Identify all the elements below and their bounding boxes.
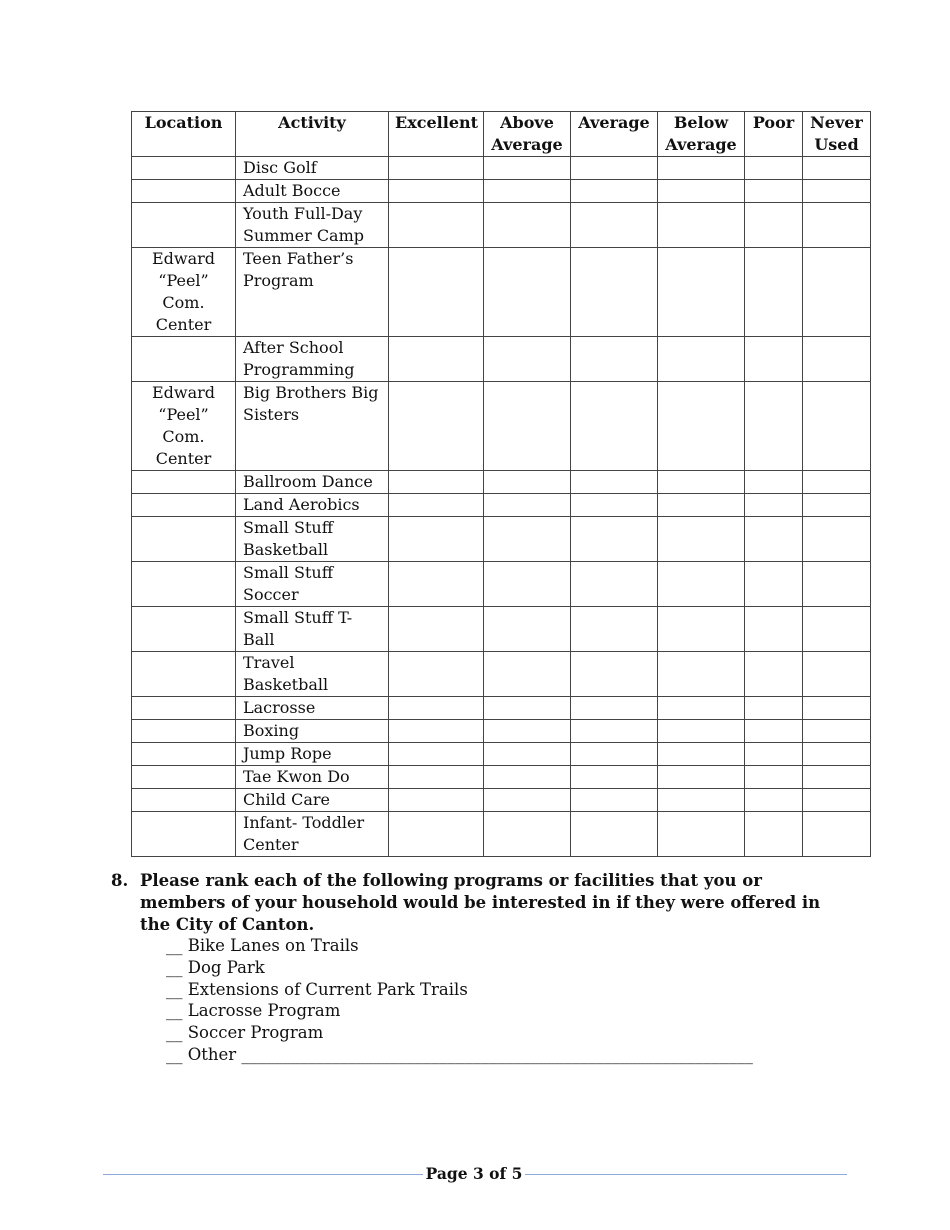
location-cell <box>132 652 236 697</box>
rating-cell[interactable] <box>803 494 871 517</box>
rating-cell[interactable] <box>389 766 484 789</box>
rating-cell[interactable] <box>484 789 571 812</box>
rating-cell[interactable] <box>745 157 803 180</box>
table-row <box>132 652 871 697</box>
rating-cell[interactable] <box>745 337 803 382</box>
activity-cell: Tae Kwon Do <box>236 766 389 789</box>
column-header: Excellent <box>389 112 484 157</box>
rating-cell[interactable] <box>745 471 803 494</box>
rating-cell[interactable] <box>389 494 484 517</box>
activity-cell: Small Stuff T-Ball <box>236 607 389 652</box>
option-item[interactable]: __ Other ______________________________________________________________ <box>166 1044 753 1064</box>
rating-cell[interactable] <box>484 652 571 697</box>
rating-cell[interactable] <box>745 697 803 720</box>
rating-cell[interactable] <box>484 471 571 494</box>
rating-cell[interactable] <box>745 789 803 812</box>
rating-cell[interactable] <box>658 652 745 697</box>
rating-cell[interactable] <box>389 697 484 720</box>
rating-cell[interactable] <box>803 697 871 720</box>
rating-cell[interactable] <box>571 248 658 337</box>
activity-cell: Lacrosse <box>236 697 389 720</box>
activity-cell: Adult Bocce <box>236 180 389 203</box>
rating-table <box>131 111 871 857</box>
rating-cell[interactable] <box>484 562 571 607</box>
rating-cell[interactable] <box>571 766 658 789</box>
table-row <box>132 203 871 248</box>
rating-cell[interactable] <box>745 812 803 857</box>
activity-cell: Ballroom Dance <box>236 471 389 494</box>
rating-cell[interactable] <box>389 157 484 180</box>
rating-cell[interactable] <box>803 766 871 789</box>
question-options <box>166 935 753 1066</box>
rating-cell[interactable] <box>571 517 658 562</box>
table-row <box>132 157 871 180</box>
column-header: Above Average <box>484 112 571 157</box>
activity-cell: Small Stuff Soccer <box>236 562 389 607</box>
rating-cell[interactable] <box>745 720 803 743</box>
rating-cell[interactable] <box>484 743 571 766</box>
activity-cell: Disc Golf <box>236 157 389 180</box>
location-cell: Edward “Peel” Com. Center <box>132 382 236 471</box>
question-number: 8. <box>111 871 129 890</box>
rating-cell[interactable] <box>745 494 803 517</box>
rating-cell[interactable] <box>803 789 871 812</box>
rating-cell[interactable] <box>745 180 803 203</box>
rating-cell[interactable] <box>658 203 745 248</box>
rating-cell[interactable] <box>389 382 484 471</box>
rating-cell[interactable] <box>803 812 871 857</box>
table-row <box>132 812 871 857</box>
rating-cell[interactable] <box>658 248 745 337</box>
rating-cell[interactable] <box>484 812 571 857</box>
table-row <box>132 607 871 652</box>
table-row <box>132 337 871 382</box>
column-header: Location <box>132 112 236 157</box>
rating-cell[interactable] <box>571 562 658 607</box>
rating-cell[interactable] <box>571 471 658 494</box>
rating-cell[interactable] <box>389 337 484 382</box>
location-cell <box>132 812 236 857</box>
column-header: Average <box>571 112 658 157</box>
rating-cell[interactable] <box>389 562 484 607</box>
location-cell <box>132 743 236 766</box>
rating-cell[interactable] <box>803 720 871 743</box>
rating-cell[interactable] <box>745 607 803 652</box>
rating-cell[interactable] <box>571 812 658 857</box>
activity-cell: Travel Basketball <box>236 652 389 697</box>
rating-cell[interactable] <box>484 248 571 337</box>
rating-cell[interactable] <box>484 180 571 203</box>
rating-cell[interactable] <box>803 652 871 697</box>
footer-rule-left <box>103 1174 423 1175</box>
rating-cell[interactable] <box>745 248 803 337</box>
rating-cell[interactable] <box>389 652 484 697</box>
rating-cell[interactable] <box>658 812 745 857</box>
table-row <box>132 766 871 789</box>
rating-cell[interactable] <box>745 562 803 607</box>
rating-cell[interactable] <box>571 180 658 203</box>
question-8 <box>111 870 841 936</box>
rating-cell[interactable] <box>389 180 484 203</box>
location-cell <box>132 337 236 382</box>
rating-cell[interactable] <box>745 517 803 562</box>
rating-cell[interactable] <box>389 203 484 248</box>
rating-cell[interactable] <box>484 720 571 743</box>
column-header: Activity <box>236 112 389 157</box>
rating-cell[interactable] <box>658 789 745 812</box>
location-cell <box>132 766 236 789</box>
table-row <box>132 743 871 766</box>
rating-cell[interactable] <box>389 248 484 337</box>
rating-cell[interactable] <box>571 720 658 743</box>
location-cell <box>132 697 236 720</box>
rating-cell[interactable] <box>484 607 571 652</box>
column-header: Never Used <box>803 112 871 157</box>
activity-cell: After School Programming <box>236 337 389 382</box>
activity-cell: Big Brothers Big Sisters <box>236 382 389 471</box>
rating-cell[interactable] <box>389 517 484 562</box>
rating-cell[interactable] <box>571 382 658 471</box>
option-item[interactable]: __ Dog Park <box>166 957 265 977</box>
rating-cell[interactable] <box>658 494 745 517</box>
rating-cell[interactable] <box>803 517 871 562</box>
rating-cell[interactable] <box>484 517 571 562</box>
page-number: Page 3 of 5 <box>425 1164 523 1183</box>
rating-cell[interactable] <box>571 203 658 248</box>
rating-cell[interactable] <box>571 494 658 517</box>
question-text: Please rank each of the following programs or facilities that you or members of your household would be interested in if they were offered in the City of Canton. <box>140 871 821 934</box>
location-cell <box>132 203 236 248</box>
rating-cell[interactable] <box>389 607 484 652</box>
rating-cell[interactable] <box>745 203 803 248</box>
rating-cell[interactable] <box>484 203 571 248</box>
table-row <box>132 248 871 337</box>
table-header-row <box>132 112 871 157</box>
option-item[interactable]: __ Soccer Program <box>166 1023 324 1043</box>
rating-cell[interactable] <box>658 766 745 789</box>
rating-cell[interactable] <box>803 203 871 248</box>
column-header: Poor <box>745 112 803 157</box>
activity-cell: Teen Father’s Program <box>236 248 389 337</box>
rating-cell[interactable] <box>658 743 745 766</box>
rating-cell[interactable] <box>389 743 484 766</box>
rating-cell[interactable] <box>389 720 484 743</box>
location-cell <box>132 157 236 180</box>
activity-cell: Land Aerobics <box>236 494 389 517</box>
rating-cell[interactable] <box>745 382 803 471</box>
table-row <box>132 562 871 607</box>
location-cell <box>132 720 236 743</box>
rating-cell[interactable] <box>484 157 571 180</box>
rating-cell[interactable] <box>658 382 745 471</box>
column-header: Below Average <box>658 112 745 157</box>
rating-cell[interactable] <box>571 337 658 382</box>
rating-cell[interactable] <box>658 517 745 562</box>
table-row <box>132 180 871 203</box>
table-row <box>132 517 871 562</box>
rating-cell[interactable] <box>658 562 745 607</box>
rating-cell[interactable] <box>803 180 871 203</box>
location-cell <box>132 494 236 517</box>
location-cell <box>132 471 236 494</box>
rating-cell[interactable] <box>658 697 745 720</box>
rating-cell[interactable] <box>484 382 571 471</box>
rating-cell[interactable] <box>803 607 871 652</box>
activity-cell: Small Stuff Basketball <box>236 517 389 562</box>
rating-cell[interactable] <box>803 248 871 337</box>
location-cell <box>132 180 236 203</box>
rating-cell[interactable] <box>389 789 484 812</box>
rating-cell[interactable] <box>803 382 871 471</box>
rating-cell[interactable] <box>658 180 745 203</box>
activity-cell: Jump Rope <box>236 743 389 766</box>
rating-cell[interactable] <box>803 471 871 494</box>
option-item[interactable]: __ Lacrosse Program <box>166 1001 341 1021</box>
table-row <box>132 494 871 517</box>
footer-rule-right <box>525 1174 847 1175</box>
rating-cell[interactable] <box>658 337 745 382</box>
rating-cell[interactable] <box>571 697 658 720</box>
rating-cell[interactable] <box>803 157 871 180</box>
activity-cell: Boxing <box>236 720 389 743</box>
table-row <box>132 789 871 812</box>
rating-cell[interactable] <box>658 607 745 652</box>
rating-cell[interactable] <box>484 494 571 517</box>
option-item[interactable]: __ Bike Lanes on Trails <box>166 936 359 955</box>
rating-cell[interactable] <box>389 471 484 494</box>
table-row <box>132 697 871 720</box>
rating-cell[interactable] <box>389 812 484 857</box>
location-cell: Edward “Peel” Com. Center <box>132 248 236 337</box>
table-row <box>132 471 871 494</box>
rating-cell[interactable] <box>571 789 658 812</box>
page-footer <box>103 1162 847 1186</box>
rating-cell[interactable] <box>745 766 803 789</box>
activity-cell: Infant- Toddler Center <box>236 812 389 857</box>
rating-cell[interactable] <box>803 562 871 607</box>
location-cell <box>132 789 236 812</box>
rating-cell[interactable] <box>484 697 571 720</box>
rating-cell[interactable] <box>745 652 803 697</box>
rating-cell[interactable] <box>658 157 745 180</box>
rating-cell[interactable] <box>484 766 571 789</box>
rating-cell[interactable] <box>571 607 658 652</box>
rating-cell[interactable] <box>803 743 871 766</box>
location-cell <box>132 517 236 562</box>
rating-cell[interactable] <box>484 337 571 382</box>
rating-cell[interactable] <box>745 743 803 766</box>
table-row <box>132 382 871 471</box>
location-cell <box>132 562 236 607</box>
activity-cell: Youth Full-Day Summer Camp <box>236 203 389 248</box>
option-item[interactable]: __ Extensions of Current Park Trails <box>166 979 468 999</box>
activity-cell: Child Care <box>236 789 389 812</box>
rating-cell[interactable] <box>571 743 658 766</box>
rating-cell[interactable] <box>803 337 871 382</box>
table-row <box>132 720 871 743</box>
rating-cell[interactable] <box>658 720 745 743</box>
rating-cell[interactable] <box>658 471 745 494</box>
rating-cell[interactable] <box>571 652 658 697</box>
location-cell <box>132 607 236 652</box>
rating-cell[interactable] <box>571 157 658 180</box>
